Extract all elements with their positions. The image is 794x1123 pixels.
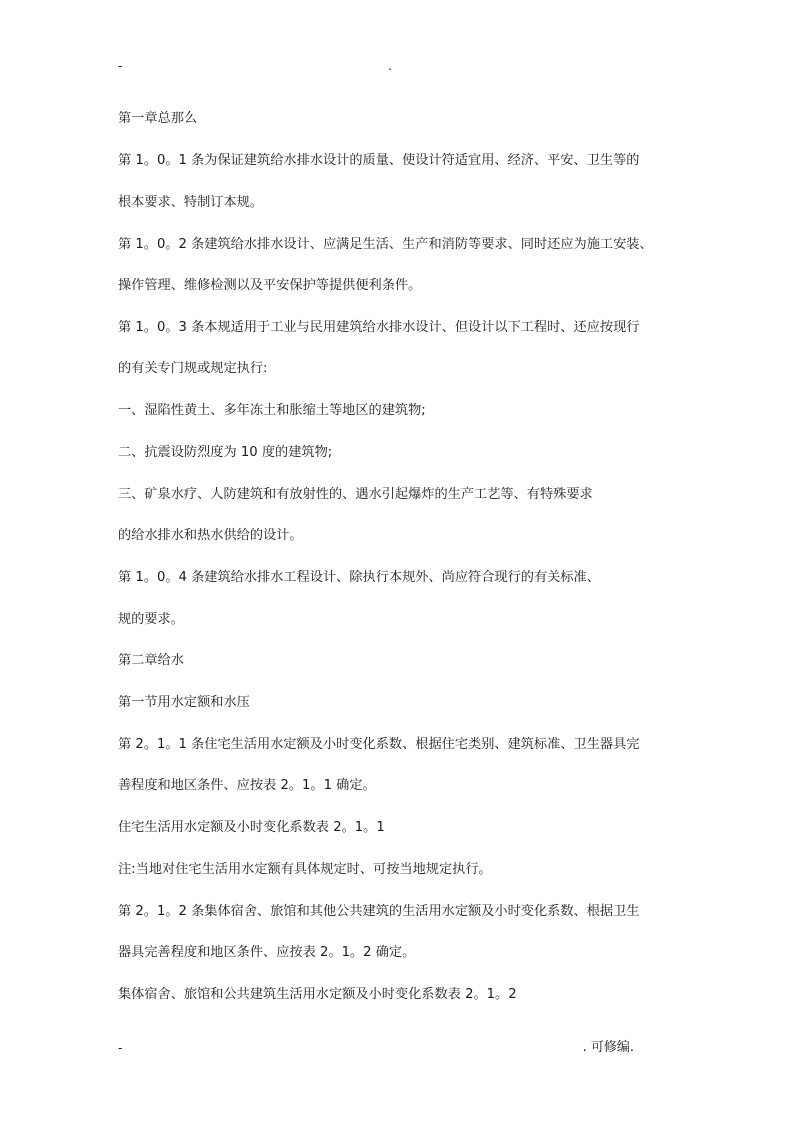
body-line: 第 2。1。1 条住宅生活用水定额及小时变化系数、根据住宅类别、建筑标准、卫生器具完 bbox=[118, 737, 640, 752]
page-header bbox=[118, 58, 634, 74]
chapter-heading: 第一章总那么 bbox=[118, 111, 198, 126]
table-caption: 住宅生活用水定额及小时变化系数表 2。1。1 bbox=[118, 820, 385, 835]
footer-mark-right: . 可修编. bbox=[582, 1040, 634, 1055]
body-line: 善程度和地区条件、应按表 2。1。1 确定。 bbox=[118, 778, 376, 793]
body-line: 第 2。1。2 条集体宿舍、旅馆和其他公共建筑的生活用水定额及小时变化系数、根据卫生 bbox=[118, 904, 640, 919]
list-item: 二、抗震设防烈度为 10 度的建筑物; bbox=[118, 445, 333, 460]
note-line: 注:当地对住宅生活用水定额有具体规定时、可按当地规定执行。 bbox=[118, 862, 492, 877]
list-item: 三、矿泉水疗、人防建筑和有放射性的、遇水引起爆炸的生产工艺等、有特殊要求 bbox=[118, 487, 593, 502]
body-line: 第 1。0。4 条建筑给水排水工程设计、除执行本规外、尚应符合现行的有关标准、 bbox=[118, 570, 600, 585]
header-mark-right: . bbox=[388, 59, 392, 73]
body-line: 器具完善程度和地区条件、应按表 2。1。2 确定。 bbox=[118, 945, 416, 960]
body-line: 第 1。0。3 条本规适用于工业与民用建筑给水排水设计、但设计以下工程时、还应按现行 bbox=[118, 320, 640, 335]
body-line: 根本要求、特制订本规。 bbox=[118, 195, 264, 210]
section-heading: 第一节用水定额和水压 bbox=[118, 695, 250, 710]
body-line: 第 1。0。2 条建筑给水排水设计、应满足生活、生产和消防等要求、同时还应为施工安装、 bbox=[118, 237, 653, 252]
body-line: 操作管理、维修检测以及平安保护等提供便利条件。 bbox=[118, 278, 422, 293]
footer-mark-left: - bbox=[118, 1041, 123, 1055]
list-item: 一、湿陷性黄土、多年冻土和胀缩土等地区的建筑物; bbox=[118, 403, 426, 418]
table-caption: 集体宿舍、旅馆和公共建筑生活用水定额及小时变化系数表 2。1。2 bbox=[118, 987, 517, 1002]
body-line: 第 1。0。1 条为保证建筑给水排水设计的质量、使设计符适宜用、经济、平安、卫生等的 bbox=[118, 153, 640, 168]
body-line: 的给水排水和热水供给的设计。 bbox=[118, 528, 303, 543]
body-line: 的有关专门规或规定执行: bbox=[118, 361, 268, 376]
chapter-heading: 第二章给水 bbox=[118, 653, 184, 668]
header-mark-left: - bbox=[118, 59, 123, 73]
body-line: 规的要求。 bbox=[118, 612, 184, 627]
page-footer bbox=[118, 1040, 634, 1056]
